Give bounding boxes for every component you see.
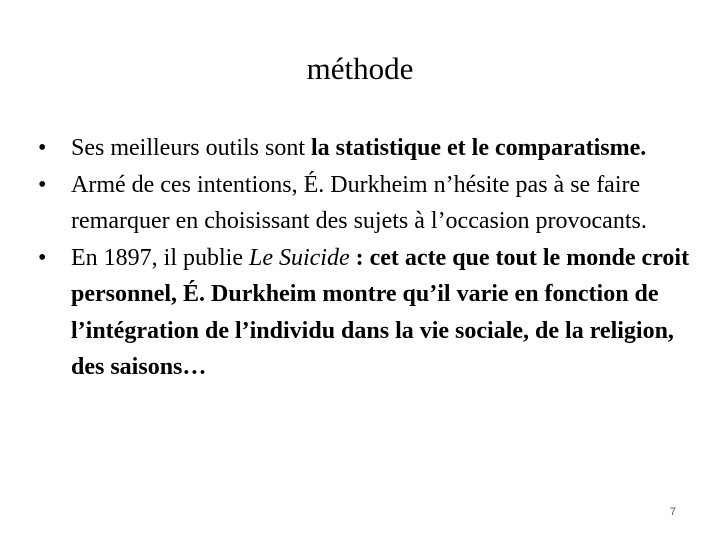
bullet-text-segment-bold: la statistique et le comparatisme. — [311, 135, 647, 161]
bullet-text-segment: Ses meilleurs outils sont — [71, 135, 311, 161]
bullet-marker: • — [38, 135, 47, 161]
slide-title: méthode — [306, 51, 414, 86]
bullet-text-segment: Armé de ces intentions, É. Durkheim n’hésite pas à se faire remarquer en choisissant des sujets à l’occasion provocants. — [71, 171, 647, 234]
book-title-italic: Le Suicide — [248, 244, 350, 271]
bullet-list — [38, 130, 690, 386]
bullet-text-segment: En 1897, il publie — [71, 244, 249, 271]
page-number: 7 — [669, 506, 676, 518]
bullet-marker: • — [38, 171, 47, 198]
bullet-marker: • — [38, 244, 47, 271]
bullet-text-segment-bold: : cet acte que tout le monde croit personnel, É. Durkheim montre qu’il varie en fonction de l’intégration de l’individu dans la vie sociale, de la religion, des saisons… — [71, 244, 690, 380]
bullet-item-intentions — [38, 167, 690, 240]
bullet-item-suicide — [38, 240, 690, 386]
bullet-item-outils — [38, 130, 690, 167]
